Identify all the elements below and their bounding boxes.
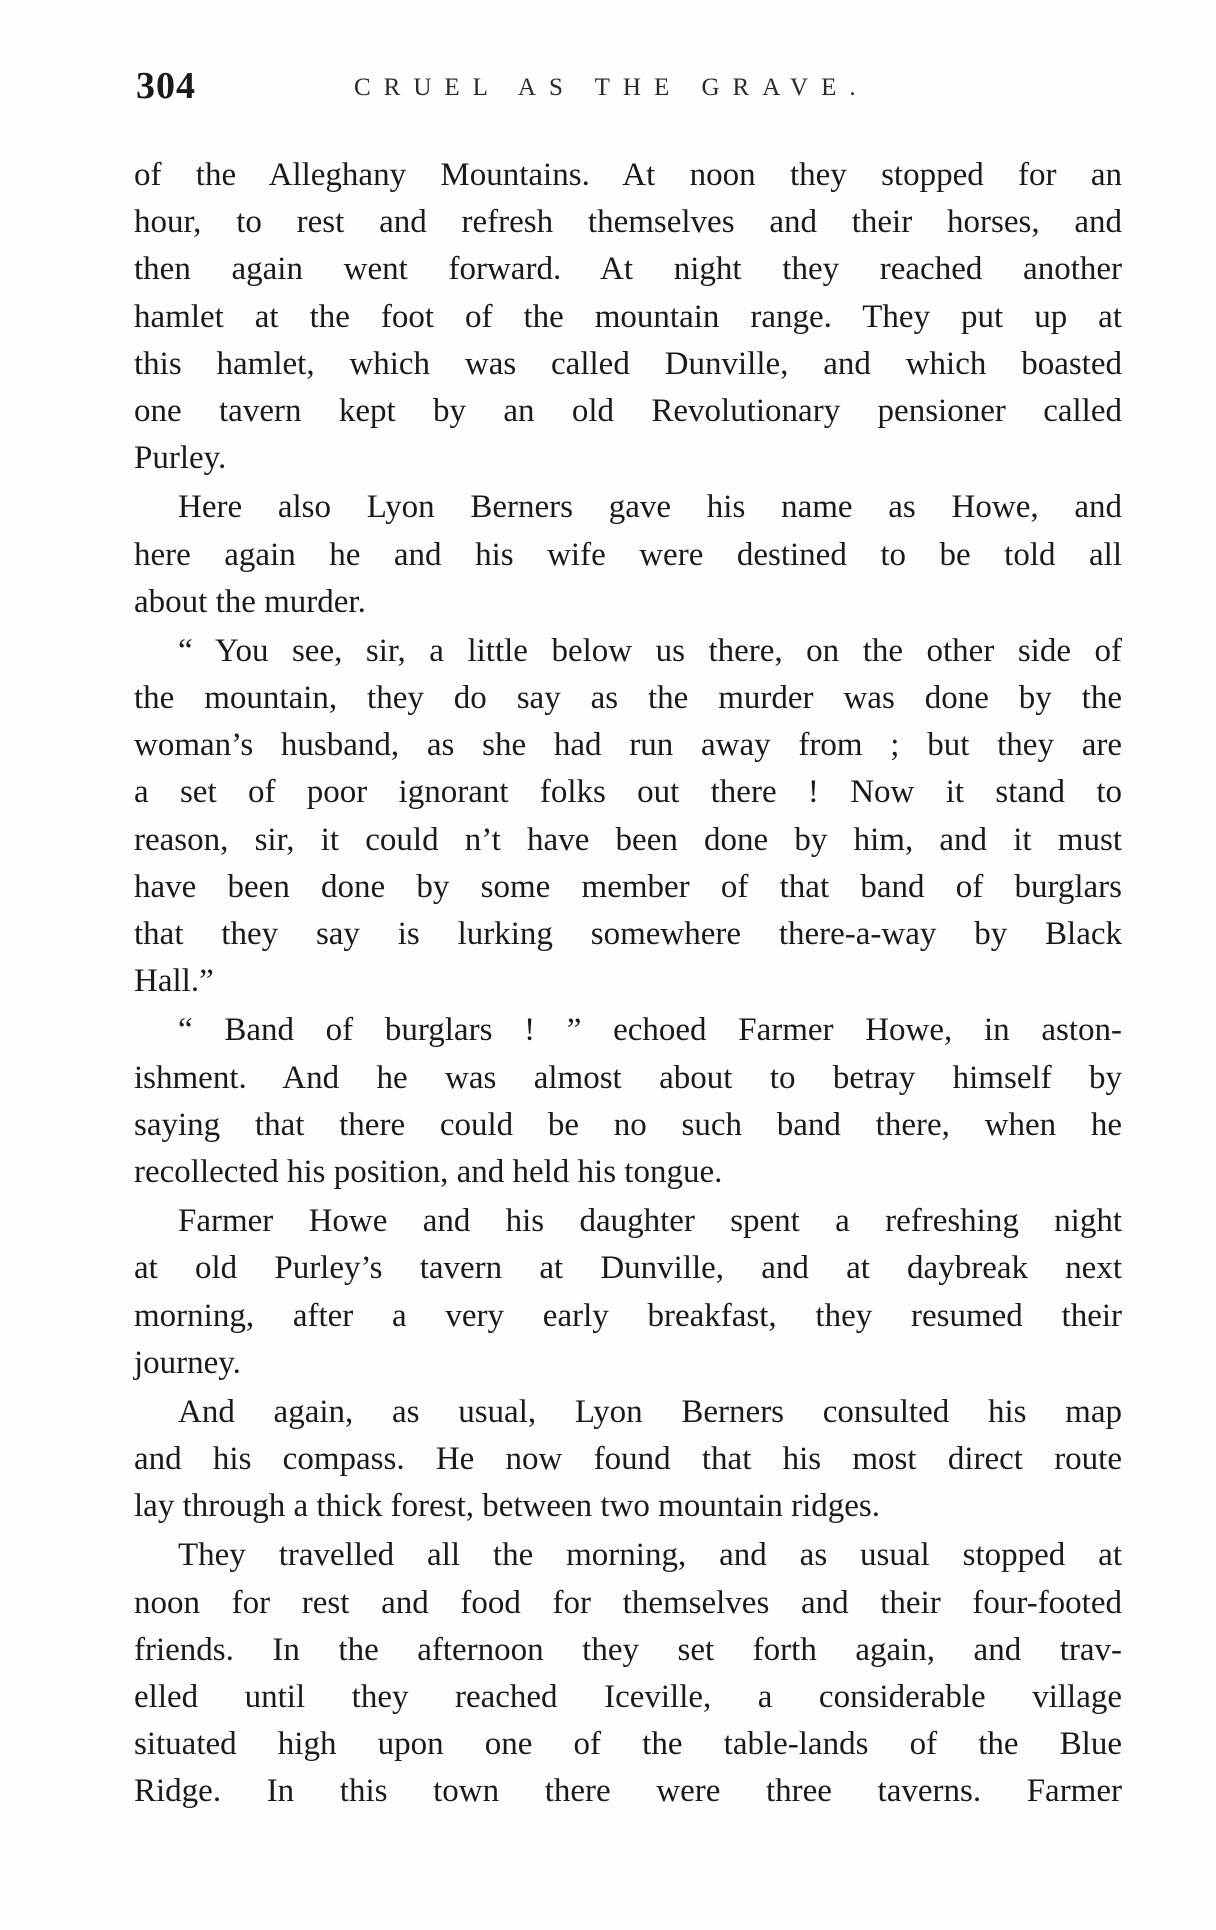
- text-line: They travelled all the morning, and as usual stopped at: [178, 1537, 1122, 1574]
- paragraph: [134, 1389, 1122, 1531]
- text-line: recollected his position, and held his tongue.: [134, 1153, 723, 1190]
- text-line: friends. In the afternoon they set forth again, and trav-: [134, 1631, 1122, 1668]
- text-line: Purley.: [134, 440, 227, 477]
- text-line: of the Alleghany Mountains. At noon they stopped for an: [134, 157, 1122, 193]
- paragraph: [134, 484, 1122, 626]
- text-line: one tavern kept by an old Revolutionary pensioner called: [134, 392, 1122, 429]
- text-line: morning, after a very early breakfast, they resumed their: [134, 1297, 1122, 1334]
- text-line: ishment. And he was almost about to betray himself by: [134, 1059, 1122, 1096]
- page-number: 304: [136, 65, 196, 107]
- text-line: that they say is lurking somewhere there-a-way by Black: [134, 916, 1122, 952]
- paragraph: [134, 628, 1122, 1006]
- text-line: the mountain, they do say as the murder was done by the: [134, 680, 1122, 717]
- text-line: Farmer Howe and his daughter spent a refreshing night: [178, 1203, 1122, 1240]
- text-line: and his compass. He now found that his most direct route: [134, 1441, 1122, 1478]
- text-line: hour, to rest and refresh themselves and their horses, and: [134, 204, 1122, 241]
- text-line: woman’s husband, as she had run away from ; but they are: [134, 727, 1122, 764]
- text-line: this hamlet, which was called Dunville, and which boasted: [134, 345, 1122, 382]
- text-line: situated high upon one of the table-lands of the Blue: [134, 1726, 1122, 1763]
- text-line: about the murder.: [134, 583, 366, 620]
- running-head: [136, 64, 1122, 114]
- text-line: journey.: [134, 1344, 241, 1381]
- text-line: then again went forward. At night they reached another: [134, 251, 1122, 288]
- text-line: lay through a thick forest, between two mountain ridges.: [134, 1488, 880, 1525]
- paragraph: [134, 1007, 1122, 1196]
- text-line: “ You see, sir, a little below us there, on the other side of: [178, 632, 1122, 669]
- text-line: have been done by some member of that band of burglars: [134, 868, 1122, 905]
- text-line: at old Purley’s tavern at Dunville, and at daybreak next: [134, 1250, 1122, 1287]
- paragraph: [134, 1198, 1122, 1387]
- text-line: Hall.”: [134, 963, 214, 1000]
- text-line: hamlet at the foot of the mountain range. They put up at: [134, 298, 1122, 335]
- text-line: a set of poor ignorant folks out there ! Now it stand to: [134, 774, 1122, 811]
- running-title: CRUEL AS THE GRAVE.: [354, 74, 869, 101]
- text-line: elled until they reached Iceville, a considerable village: [134, 1679, 1122, 1715]
- body-text: [134, 152, 1122, 1816]
- text-line: reason, sir, it could n’t have been done by him, and it must: [134, 821, 1122, 858]
- text-line: “ Band of burglars ! ” echoed Farmer Howe, in aston-: [178, 1012, 1122, 1049]
- text-line: And again, as usual, Lyon Berners consulted his map: [178, 1393, 1122, 1430]
- text-line: noon for rest and food for themselves and their four-footed: [134, 1584, 1122, 1621]
- text-line: saying that there could be no such band there, when he: [134, 1106, 1122, 1143]
- text-line: Ridge. In this town there were three taverns. Farmer: [134, 1773, 1122, 1810]
- text-line: Here also Lyon Berners gave his name as Howe, and: [178, 489, 1122, 526]
- paragraph: [134, 152, 1122, 482]
- text-line: here again he and his wife were destined to be told all: [134, 536, 1122, 573]
- paragraph: [134, 1532, 1122, 1815]
